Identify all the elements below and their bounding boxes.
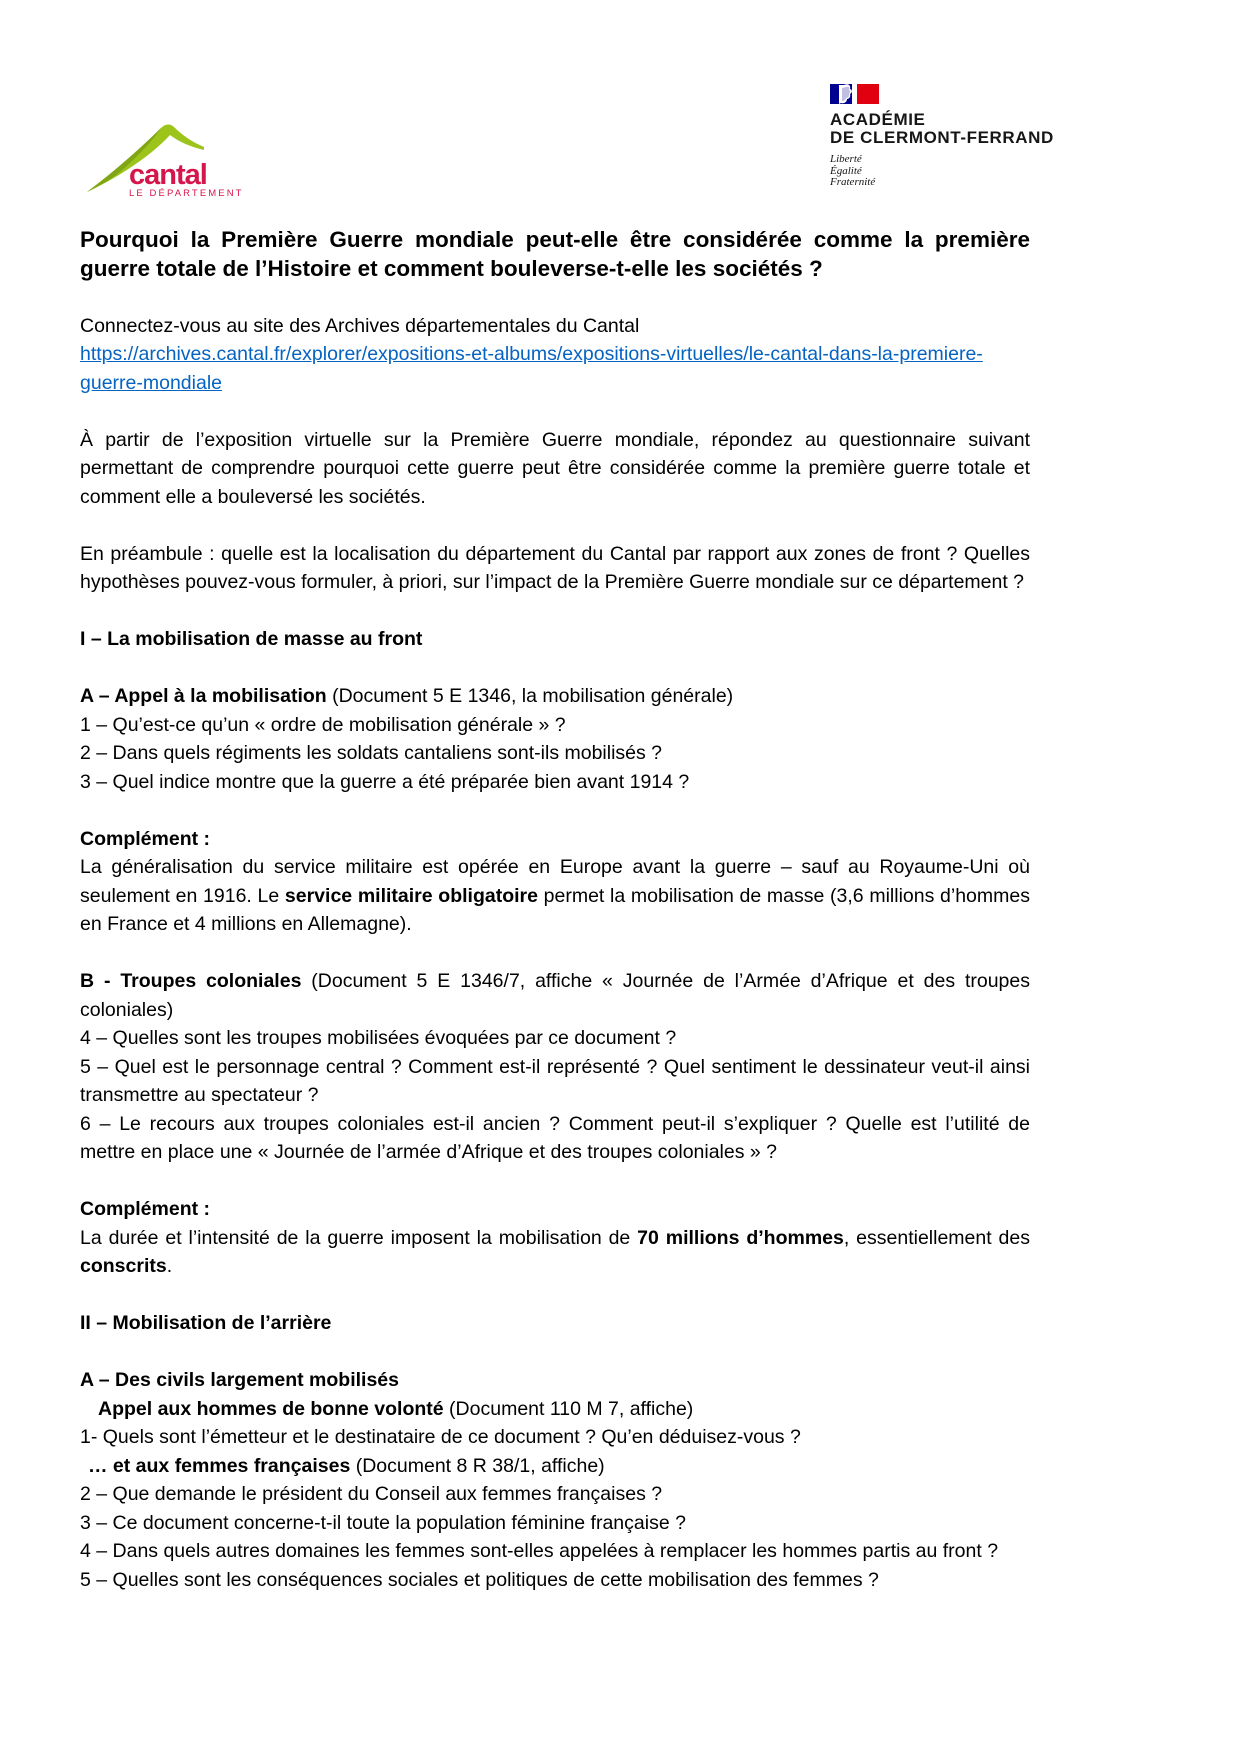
complement-2-run1: La durée et l’intensité de la guerre imposent la mobilisation de — [80, 1226, 638, 1249]
part-a2-heading — [80, 1366, 1030, 1395]
motto-egalite: Égalité — [830, 164, 862, 177]
complement-2-run3: . — [166, 1255, 173, 1277]
cantal-logo-subtitle: LE DÉPARTEMENT — [129, 188, 244, 199]
complement-1-run1: La généralisation du service militaire est opérée en Europe avant la guerre – sauf au Royaume-Uni où seulement en 1916. Le — [80, 856, 1030, 907]
academie-logo — [830, 84, 1090, 189]
part-a-label: A – Appel à la mobilisation — [80, 685, 327, 707]
complement-2-run2: , essentiellement des — [843, 1226, 1030, 1249]
question-s2-5: 5 – Quelles sont les conséquences sociales et politiques de cette mobilisation des femmes ? — [80, 1568, 879, 1591]
complement-2-bold1: 70 millions d’hommes — [637, 1226, 844, 1249]
page-title: Pourquoi la Première Guerre mondiale peut-elle être considérée comme la première guerre totale de l’Histoire et comment bouleverse-t-elle les sociétés ? — [80, 227, 1030, 281]
complement-1-bold: service militaire obligatoire — [284, 884, 538, 907]
complement-1-label — [80, 825, 1030, 854]
cantal-logo — [85, 112, 245, 204]
complement-2-label — [80, 1195, 1030, 1224]
question-s2-3: 3 – Ce document concerne-t-il toute la population féminine française ? — [80, 1511, 686, 1534]
motto-fraternite: Fraternité — [830, 176, 876, 188]
subheading-hommes — [80, 1395, 1030, 1424]
subheading-hommes-bold: Appel aux hommes de bonne volonté — [98, 1397, 444, 1420]
archives-link[interactable]: https://archives.cantal.fr/explorer/expositions-et-albums/expositions-virtuelles/le-cantal-dans-la-premiere-guerre-mondiale — [80, 343, 983, 394]
question-s2-1: 1- Quels sont l’émetteur et le destinataire de ce document ? Qu’en déduisez-vous ? — [80, 1426, 801, 1448]
intro-connect-text: Connectez-vous au site des Archives départementales du Cantal — [80, 314, 640, 337]
section-1-heading: I – La mobilisation de masse au front — [80, 628, 423, 650]
part-a2-label: A – Des civils largement mobilisés — [80, 1369, 399, 1391]
part-b-label: B - Troupes coloniales — [80, 970, 302, 992]
question-1: 1 – Qu’est-ce qu’un « ordre de mobilisation générale » ? — [80, 713, 566, 736]
part-b-heading — [80, 967, 1030, 1024]
document-content — [80, 226, 1030, 1594]
question-2: 2 – Dans quels régiments les soldats cantaliens sont-ils mobilisés ? — [80, 742, 663, 764]
part-a-heading — [80, 682, 1030, 711]
complement-1-title: Complément : — [80, 827, 211, 850]
question-s2-4: 4 – Dans quels autres domaines les femmes sont-elles appelées à remplacer les hommes partis au front ? — [80, 1540, 999, 1562]
motto — [830, 154, 1090, 189]
subheading-hommes-doc: (Document 110 M 7, affiche) — [443, 1397, 694, 1420]
complement-2-title: Complément : — [80, 1198, 211, 1220]
part-a-doc-ref: (Document 5 E 1346, la mobilisation générale) — [326, 685, 734, 707]
cantal-logo-text: cantal — [129, 159, 207, 191]
subheading-femmes-bold: … et aux femmes françaises — [88, 1454, 351, 1477]
complement-1-text — [80, 853, 1030, 939]
section-2-heading: II – Mobilisation de l’arrière — [80, 1312, 332, 1334]
subheading-femmes-doc: (Document 8 R 38/1, affiche) — [350, 1454, 605, 1477]
complement-2-text — [80, 1224, 1030, 1281]
intro-paragraph: À partir de l’exposition virtuelle sur la Première Guerre mondiale, répondez au questionnaire suivant permettant de comprendre pourquoi cette guerre peut être considérée comme la première guerre totale et comment elle a bouleversé les sociétés. — [80, 428, 1030, 508]
subheading-femmes — [80, 1452, 1030, 1481]
question-5: 5 – Quel est le personnage central ? Comment est-il représenté ? Quel sentiment le dessinateur veut-il ainsi transmettre au spectateur ? — [80, 1055, 1030, 1106]
motto-liberte: Liberté — [830, 153, 862, 165]
academie-name: ACADÉMIE — [830, 110, 926, 129]
complement-2-bold2: conscrits — [80, 1255, 167, 1277]
part-b-doc-ref: (Document 5 E 1346/7, affiche « Journée de l’Armée d’Afrique et des troupes coloniales) — [80, 970, 1030, 1021]
complement-1-run2: permet la mobilisation de masse (3,6 millions d’hommes en France et 4 millions en Allemagne). — [80, 884, 1030, 935]
question-4: 4 – Quelles sont les troupes mobilisées évoquées par ce document ? — [80, 1027, 677, 1049]
question-s2-2: 2 – Que demande le président du Conseil aux femmes françaises ? — [80, 1483, 663, 1505]
preamble-paragraph: En préambule : quelle est la localisation du département du Cantal par rapport aux zones de front ? Quelles hypothèses pouvez-vous formuler, à priori, sur l’impact de la Première Guerre mondiale sur ce département ? — [80, 542, 1030, 593]
archives-link-line — [80, 340, 1030, 397]
academie-region: DE CLERMONT-FERRAND — [830, 128, 1054, 147]
question-3: 3 – Quel indice montre que la guerre a été préparée bien avant 1914 ? — [80, 770, 690, 793]
french-flag-icon — [830, 84, 880, 106]
question-6: 6 – Le recours aux troupes coloniales est-il ancien ? Comment peut-il s’expliquer ? Quelle est l’utilité de mettre en place une « Journée de l’armée d’Afrique et des troupes coloniales » ? — [80, 1112, 1030, 1163]
